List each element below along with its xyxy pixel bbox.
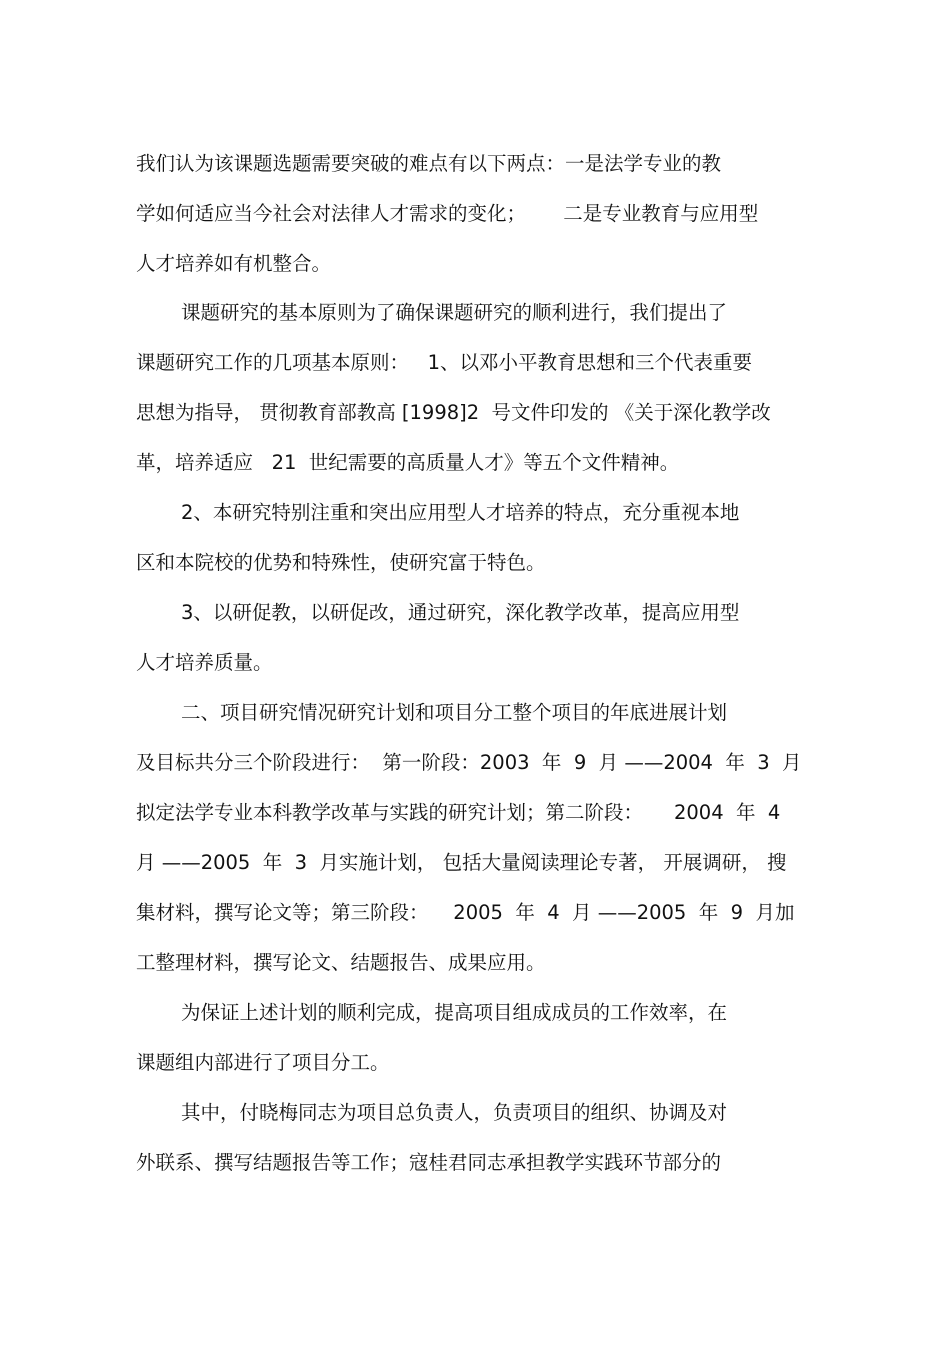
text-line: 为保证上述计划的顺利完成，提高项目组成成员的工作效率，在 [181, 1001, 728, 1024]
text-line: 人才培养质量。 [136, 651, 273, 674]
text-line: 集材料，撰写论文等；第三阶段： 2005 年 4 月 ——2005 年 9 月加 [136, 901, 795, 924]
text-line: 工整理材料，撰写论文、结题报告、成果应用。 [136, 951, 546, 974]
text-line: 月 ——2005 年 3 月实施计划， 包括大量阅读理论专著， 开展调研， 搜 [136, 851, 787, 874]
text-line: 3、以研促教，以研促改，通过研究，深化教学改革，提高应用型 [181, 601, 740, 624]
text-line: 2、本研究特别注重和突出应用型人才培养的特点，充分重视本地 [181, 501, 740, 524]
text-line: 二、项目研究情况研究计划和项目分工整个项目的年底进展计划 [181, 701, 728, 724]
text-line: 区和本院校的优势和特殊性，使研究富于特色。 [136, 551, 546, 574]
text-line: 革，培养适应 21 世纪需要的高质量人才》等五个文件精神。 [136, 451, 680, 474]
text-line: 外联系、撰写结题报告等工作；寇桂君同志承担教学实践环节部分的 [136, 1151, 722, 1174]
text-line: 思想为指导， 贯彻教育部教高 [1998]2 号文件印发的 《关于深化教学改 [136, 401, 771, 424]
text-line: 其中，付晓梅同志为项目总负责人，负责项目的组织、协调及对 [181, 1101, 728, 1124]
text-line: 及目标共分三个阶段进行： 第一阶段：2003 年 9 月 ——2004 年 3 月 [136, 751, 802, 774]
text-line: 我们认为该课题选题需要突破的难点有以下两点：一是法学专业的教 [136, 152, 722, 175]
text-line: 拟定法学专业本科教学改革与实践的研究计划；第二阶段： 2004 年 4 [136, 801, 781, 824]
text-line: 课题组内部进行了项目分工。 [136, 1051, 390, 1074]
text-line: 人才培养如有机整合。 [136, 252, 332, 275]
text-line: 课题研究工作的几项基本原则： 1、以邓小平教育思想和三个代表重要 [136, 351, 753, 374]
text-line: 课题研究的基本原则为了确保课题研究的顺利进行，我们提出了 [181, 301, 728, 324]
text-line: 学如何适应当今社会对法律人才需求的变化； 二是专业教育与应用型 [136, 202, 759, 225]
